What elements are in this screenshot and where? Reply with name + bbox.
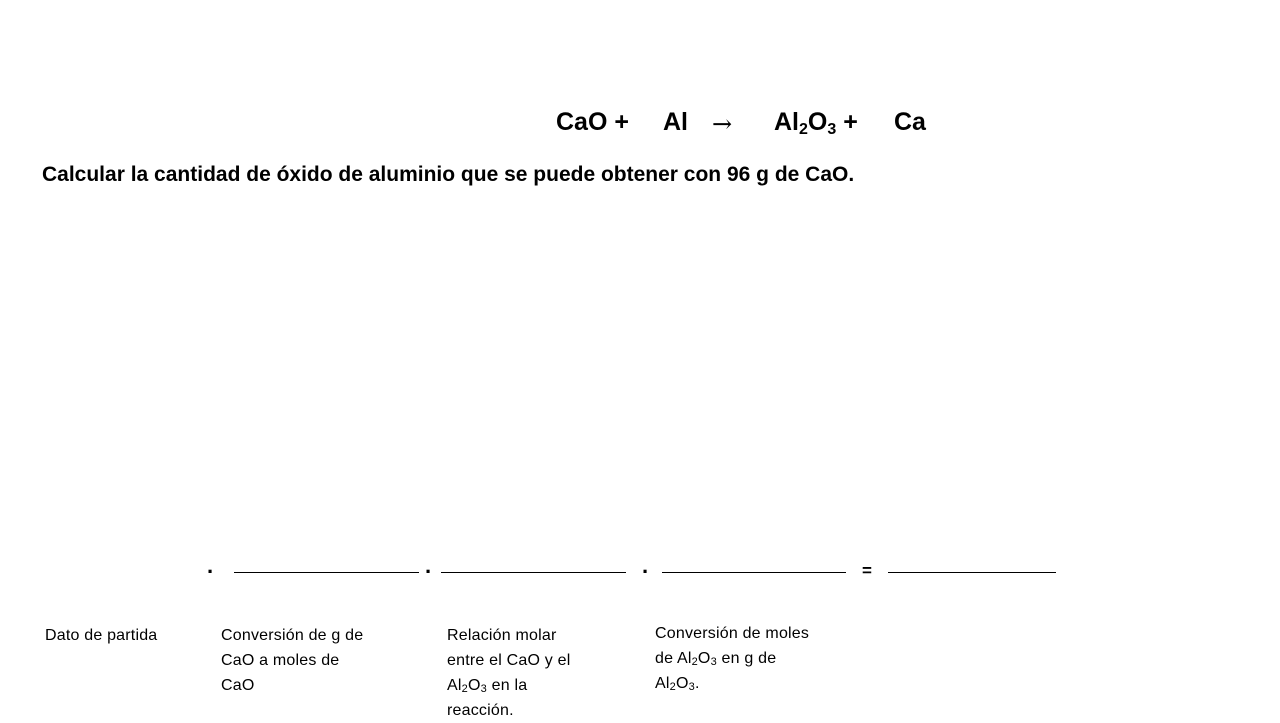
- label-conversion-g-to-moles: Conversión de g de CaO a moles de CaO: [221, 627, 364, 694]
- result-line: [888, 572, 1056, 573]
- label-starting-data: Dato de partida: [45, 627, 158, 644]
- reactant-cao: CaO +: [556, 108, 629, 136]
- label-molar-ratio: Relación molar entre el CaO y el $Al_2O_3$ en la reacción.: [447, 627, 571, 719]
- product-al2o3: $Al_2O_3$ +: [774, 108, 858, 138]
- equals-sign: =: [862, 561, 872, 580]
- product-ca: Ca: [894, 108, 926, 136]
- reaction-arrow: →: [712, 110, 733, 138]
- question-text: Calcular la cantidad de óxido de aluminio que se puede obtener con 96 g de CaO.: [42, 163, 855, 186]
- reactant-al: Al: [663, 108, 688, 136]
- multiply-dot-3: .: [642, 553, 649, 578]
- multiply-dot-2: .: [425, 553, 432, 578]
- multiply-dot-1: .: [207, 553, 214, 578]
- label-conversion-moles-to-g: Conversión de moles de $Al_2O_3$ en g de $Al_2O_3$.: [655, 625, 810, 693]
- fraction-line-2: [441, 572, 626, 573]
- fraction-line-3: [662, 572, 846, 573]
- fraction-line-1: [234, 572, 419, 573]
